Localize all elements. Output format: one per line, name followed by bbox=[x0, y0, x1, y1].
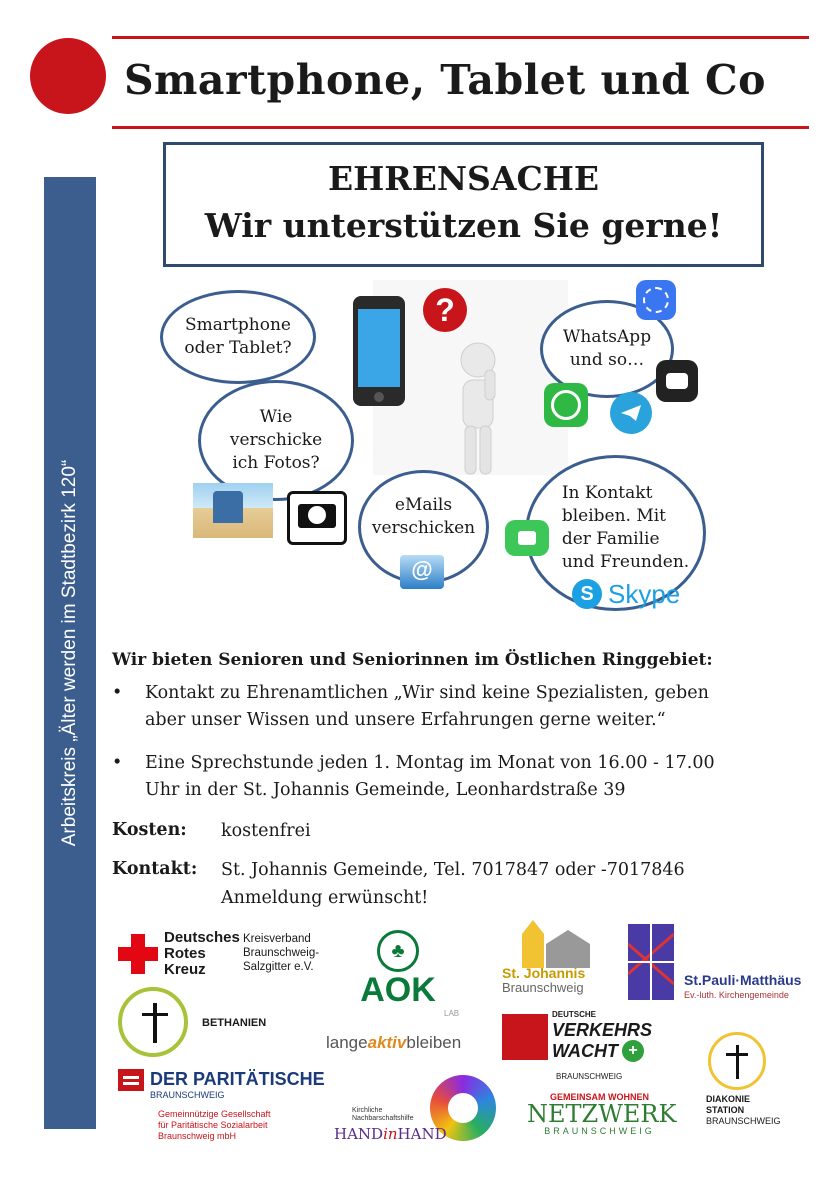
bubble-text: der Familie bbox=[561, 529, 660, 549]
verkehrswacht-l2: WACHT bbox=[552, 1041, 618, 1061]
bubble-text: WhatsApp bbox=[562, 327, 652, 348]
bubble-smartphone bbox=[160, 290, 316, 384]
langeaktiv-tag: LAB bbox=[444, 1009, 460, 1018]
verkehrswacht-logo bbox=[502, 1010, 652, 1085]
offer-intro: Wir bieten Senioren und Seniorinnen im Östlichen Ringgebiet: bbox=[112, 650, 713, 670]
bubble-text: verschicke bbox=[229, 430, 323, 451]
diakonie-logo bbox=[706, 1032, 816, 1132]
paritaet-mark-icon bbox=[118, 1069, 144, 1091]
aok-wordmark: AOK bbox=[360, 971, 436, 1009]
aok-tree-icon: ♣ bbox=[377, 930, 419, 972]
johannis-name: St. Johannis bbox=[502, 965, 586, 981]
plus-icon: + bbox=[622, 1040, 644, 1062]
johannis-logo bbox=[498, 920, 600, 1000]
paritaet-sub: Gemeinnützige Gesellschaft für Paritätische Sozialarbeit Braunschweig mbH bbox=[158, 1109, 271, 1141]
kontakt-line: St. Johannis Gemeinde, Tel. 7017847 oder -7017846 bbox=[221, 860, 685, 880]
red-circle-decoration bbox=[30, 38, 106, 114]
skype-icon: S bbox=[572, 579, 602, 609]
netzwerk-city: BRAUNSCHWEIG bbox=[544, 1126, 655, 1136]
drk-logo bbox=[118, 930, 358, 980]
kosten-value: kostenfrei bbox=[221, 821, 311, 841]
email-icon: @ bbox=[400, 555, 444, 589]
bethanien-logo bbox=[118, 987, 288, 1057]
bubble-text: bleiben. Mit bbox=[561, 506, 667, 527]
sidebar-text: Arbeitskreis „Älter werden im Stadtbezirk 120“ bbox=[59, 459, 80, 847]
bullet-line: Eine Sprechstunde jeden 1. Montag im Monat von 16.00 - 17.00 bbox=[145, 753, 715, 773]
johannis-city: Braunschweig bbox=[502, 980, 584, 995]
drk-sub: Kreisverband Braunschweig- Salzgitter e.V. bbox=[243, 933, 320, 973]
stained-glass-icon bbox=[628, 924, 674, 1000]
bullet-dot: • bbox=[112, 753, 123, 773]
kosten-label: Kosten: bbox=[112, 820, 187, 840]
pauli-logo bbox=[628, 924, 823, 1004]
telegram-app-icon bbox=[610, 392, 652, 434]
bubble-text: eMails bbox=[394, 495, 453, 516]
verkehrswacht-city: BRAUNSCHWEIG bbox=[556, 1072, 623, 1081]
handinhand-logo bbox=[334, 1075, 504, 1145]
verkehrswacht-top: DEUTSCHE bbox=[552, 1010, 597, 1019]
skype-wordmark: Skype bbox=[608, 578, 681, 609]
kontakt-label: Kontakt: bbox=[112, 859, 198, 879]
headline-line-2: Wir unterstützen Sie gerne! bbox=[204, 206, 723, 245]
drk-name: Deutsches Rotes Kreuz bbox=[164, 929, 240, 978]
netzwerk-logo bbox=[527, 1092, 677, 1142]
smartphone-icon bbox=[353, 296, 405, 406]
pauli-sub: Ev.-luth. Kirchengemeinde bbox=[684, 990, 789, 1000]
langeaktiv-wordmark: langeaktivbleiben bbox=[326, 1033, 462, 1052]
bubble-text: und Freunden. bbox=[561, 551, 690, 572]
bubble-text: verschicken bbox=[371, 518, 476, 538]
beach-photo-icon bbox=[193, 483, 273, 538]
bethanien-name: BETHANIEN bbox=[202, 1017, 267, 1029]
red-cross-icon bbox=[118, 934, 158, 974]
facetime-app-icon bbox=[505, 520, 549, 556]
illustration bbox=[160, 280, 720, 620]
church-icon bbox=[516, 920, 596, 968]
bullet-item bbox=[112, 680, 802, 736]
signal-app-icon bbox=[636, 280, 676, 320]
thinking-figure-icon bbox=[445, 340, 515, 480]
bethanien-emblem-icon bbox=[118, 987, 188, 1057]
page-title: Smartphone, Tablet und Co bbox=[123, 56, 767, 104]
whatsapp-app-icon bbox=[544, 383, 588, 427]
threema-app-icon bbox=[656, 360, 698, 402]
bubble-text: ich Fotos? bbox=[232, 452, 320, 473]
kontakt-line: Anmeldung erwünscht! bbox=[221, 888, 429, 908]
verkehrswacht-l1: VERKEHRS bbox=[552, 1020, 653, 1040]
paritaet-name: DER PARITÄTISCHE bbox=[150, 1069, 325, 1089]
bullet-line: Uhr in der St. Johannis Gemeinde, Leonhardstraße 39 bbox=[145, 780, 626, 800]
sidebar-banner bbox=[44, 177, 96, 1129]
bubble-text: und so… bbox=[569, 350, 645, 370]
bubble-text: Smartphone bbox=[185, 315, 291, 336]
handinhand-top: Kirchliche Nachbarschaftshilfe bbox=[352, 1107, 414, 1122]
bullet-dot: • bbox=[112, 683, 123, 703]
aok-logo bbox=[352, 930, 444, 1009]
bubble-text: In Kontakt bbox=[561, 483, 653, 504]
bottom-rule bbox=[112, 126, 809, 129]
kontakt-value bbox=[221, 856, 685, 912]
skype-logo bbox=[572, 575, 694, 613]
camera-icon bbox=[287, 491, 347, 545]
netzwerk-name: NETZWERK bbox=[527, 1100, 677, 1128]
diakonie-emblem-icon bbox=[708, 1032, 766, 1090]
question-mark-icon: ? bbox=[423, 288, 467, 332]
paritaet-city: BRAUNSCHWEIG bbox=[150, 1090, 225, 1100]
bubble-text: Wie bbox=[259, 407, 293, 428]
langeaktiv-logo bbox=[296, 1005, 476, 1065]
bullet-line: aber unser Wissen und unsere Erfahrungen gerne weiter.“ bbox=[145, 710, 666, 730]
bullet-item bbox=[112, 750, 802, 806]
headline-line-1: EHRENSACHE bbox=[327, 159, 600, 198]
top-rule bbox=[112, 36, 809, 39]
netzwerk-top: GEMEINSAM WOHNEN bbox=[550, 1092, 649, 1102]
diakonie-text: DIAKONIE STATION BRAUNSCHWEIG bbox=[706, 1094, 781, 1126]
horse-icon bbox=[502, 1014, 548, 1060]
bullet-line: Kontakt zu Ehrenamtlichen „Wir sind keine Spezialisten, geben bbox=[145, 683, 709, 703]
handinhand-wordmark: HANDinHAND bbox=[334, 1125, 447, 1143]
headline-box bbox=[163, 142, 764, 267]
bubble-text: oder Tablet? bbox=[184, 338, 292, 358]
paritaet-logo bbox=[118, 1065, 338, 1145]
pauli-name: St.Pauli·Matthäus bbox=[684, 972, 802, 988]
